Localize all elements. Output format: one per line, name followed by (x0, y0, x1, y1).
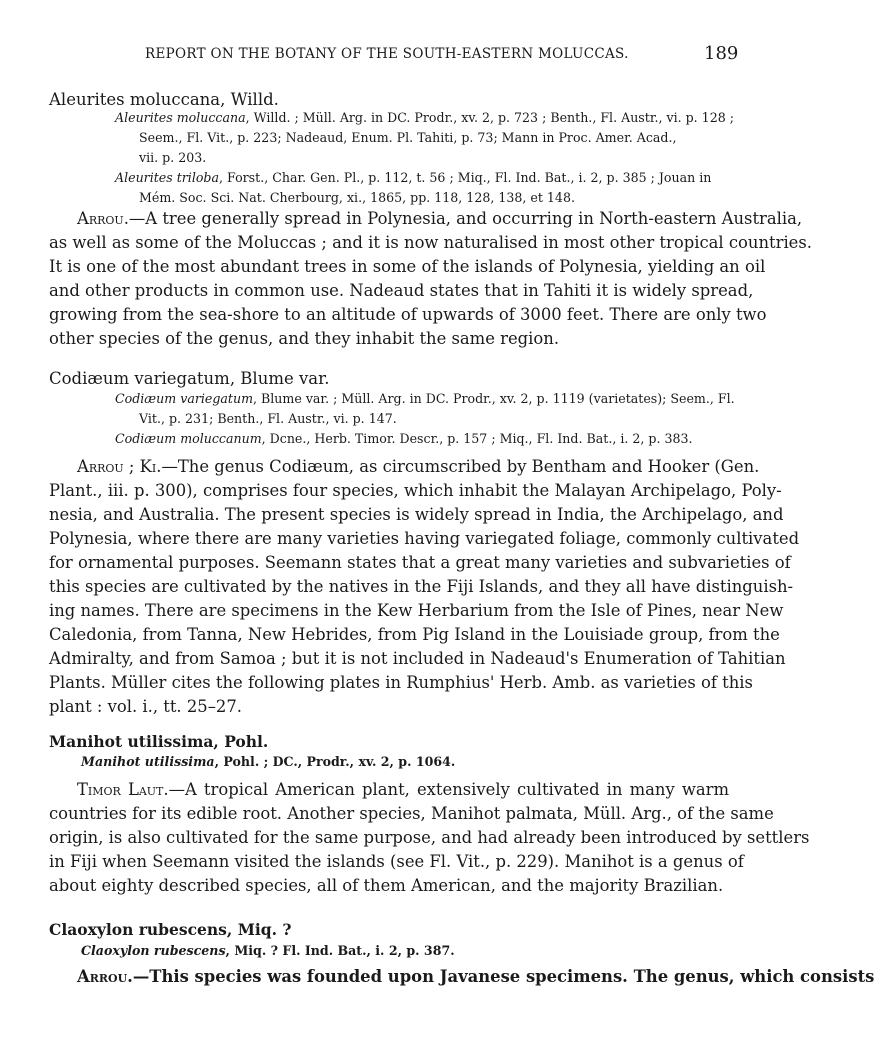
description-paragraph (49, 778, 810, 898)
synonym-line: Manihot utilissima, Pohl. ; DC., Prodr., xv. 2, p. 1064. (81, 754, 456, 769)
text-line: nesia, and Australia. The present species is widely spread in India, the Archipelago, and (49, 505, 784, 524)
species-name: Claoxylon rubescens, Miq. ? (49, 920, 292, 939)
synonym-line: Claoxylon rubescens, Miq. ? Fl. Ind. Bat., i. 2, p. 387. (81, 943, 455, 958)
text-line: for ornamental purposes. Seemann states that a great many varieties and subvarieties of (49, 553, 791, 572)
synonymy (115, 389, 735, 449)
locality: Arrou ; Ki. (77, 457, 162, 476)
synonymy (81, 941, 701, 961)
species-name: Codiæum variegatum, Blume var. (49, 369, 330, 388)
text-line: Arrou.—A tree generally spread in Polynesia, and occurring in North-eastern Australia, (77, 209, 803, 228)
locality: Arrou. (77, 967, 133, 986)
synonym-line: Codiæum variegatum, Blume var. ; Müll. Arg. in DC. Prodr., xv. 2, p. 1119 (varietates); Seem., Fl. (115, 391, 735, 406)
synonym-line: vii. p. 203. (139, 150, 207, 165)
synonym-line: Mém. Soc. Sci. Nat. Cherbourg, xi., 1865, pp. 118, 128, 138, et 148. (139, 190, 575, 205)
text-line: about eighty described species, all of them American, and the majority Brazilian. (49, 876, 724, 895)
locality: Arrou. (77, 209, 129, 228)
synonym-line: Codiæum moluccanum, Dcne., Herb. Timor. Descr., p. 157 ; Miq., Fl. Ind. Bat., i. 2, p. 383. (115, 431, 693, 446)
text-line: Plants. Müller cites the following plates in Rumphius' Herb. Amb. as varieties of this (49, 673, 753, 692)
species-name: Manihot utilissima, Pohl. (49, 732, 269, 751)
text-line: as well as some of the Moluccas ; and it is now naturalised in most other tropical countries. (49, 233, 813, 252)
species-name: Aleurites moluccana, Willd. (49, 90, 279, 109)
text-line: Polynesia, where there are many varieties having variegated foliage, commonly cultivated (49, 529, 800, 548)
running-title: REPORT ON THE BOTANY OF THE SOUTH-EASTERN MOLUCCAS. (145, 46, 629, 62)
running-header (0, 43, 776, 68)
text-line: Timor Laut.—A tropical American plant, extensively cultivated in many warm (77, 780, 729, 799)
synonym-line: Aleurites moluccana, Willd. ; Müll. Arg. in DC. Prodr., xv. 2, p. 723 ; Benth., Fl. Austr., vi. p. 128 ; (115, 110, 734, 125)
description-paragraph (49, 965, 874, 989)
locality: Timor Laut. (77, 780, 169, 799)
text-line: ing names. There are specimens in the Kew Herbarium from the Isle of Pines, near New (49, 601, 784, 620)
text-line: and other products in common use. Nadeaud states that in Tahiti it is widely spread, (49, 281, 754, 300)
synonymy (81, 752, 701, 772)
text-line: Plant., iii. p. 300), comprises four species, which inhabit the Malayan Archipelago, Poly- (49, 481, 782, 500)
text-line: this species are cultivated by the natives in the Fiji Islands, and they all have distinguish- (49, 577, 794, 596)
text-line: plant : vol. i., tt. 25–27. (49, 697, 242, 716)
text-line: other species of the genus, and they inhabit the same region. (49, 329, 560, 348)
description-paragraph (49, 455, 800, 719)
text-line: Arrou.—This species was founded upon Javanese specimens. The genus, which consists (77, 967, 874, 986)
text-line: in Fiji when Seemann visited the islands (see Fl. Vit., p. 229). Manihot is a genus of (49, 852, 744, 871)
text-line: Caledonia, from Tanna, New Hebrides, from Pig Island in the Louisiade group, from the (49, 625, 780, 644)
description-paragraph (49, 207, 813, 351)
synonym-line: Aleurites triloba, Forst., Char. Gen. Pl., p. 112, t. 56 ; Miq., Fl. Ind. Bat., i. 2, p. 385 ; Jouan in (115, 170, 712, 185)
text-line: It is one of the most abundant trees in some of the islands of Polynesia, yielding an oil (49, 257, 766, 276)
text-line: countries for its edible root. Another species, Manihot palmata, Müll. Arg., of the same (49, 804, 774, 823)
page-number: 189 (704, 43, 739, 64)
synonym-line: Seem., Fl. Vit., p. 223; Nadeaud, Enum. Pl. Tahiti, p. 73; Mann in Proc. Amer. Acad., (139, 130, 677, 145)
synonym-line: Vit., p. 231; Benth., Fl. Austr., vi. p. 147. (139, 411, 397, 426)
text-line: origin, is also cultivated for the same purpose, and had already been introduced by settlers (49, 828, 810, 847)
text-line: Admiralty, and from Samoa ; but it is not included in Nadeaud's Enumeration of Tahitian (49, 649, 786, 668)
synonymy (115, 108, 735, 208)
text-line: Arrou ; Ki.—The genus Codiæum, as circumscribed by Bentham and Hooker (Gen. (77, 457, 760, 476)
text-line: growing from the sea-shore to an altitude of upwards of 3000 feet. There are only two (49, 305, 767, 324)
